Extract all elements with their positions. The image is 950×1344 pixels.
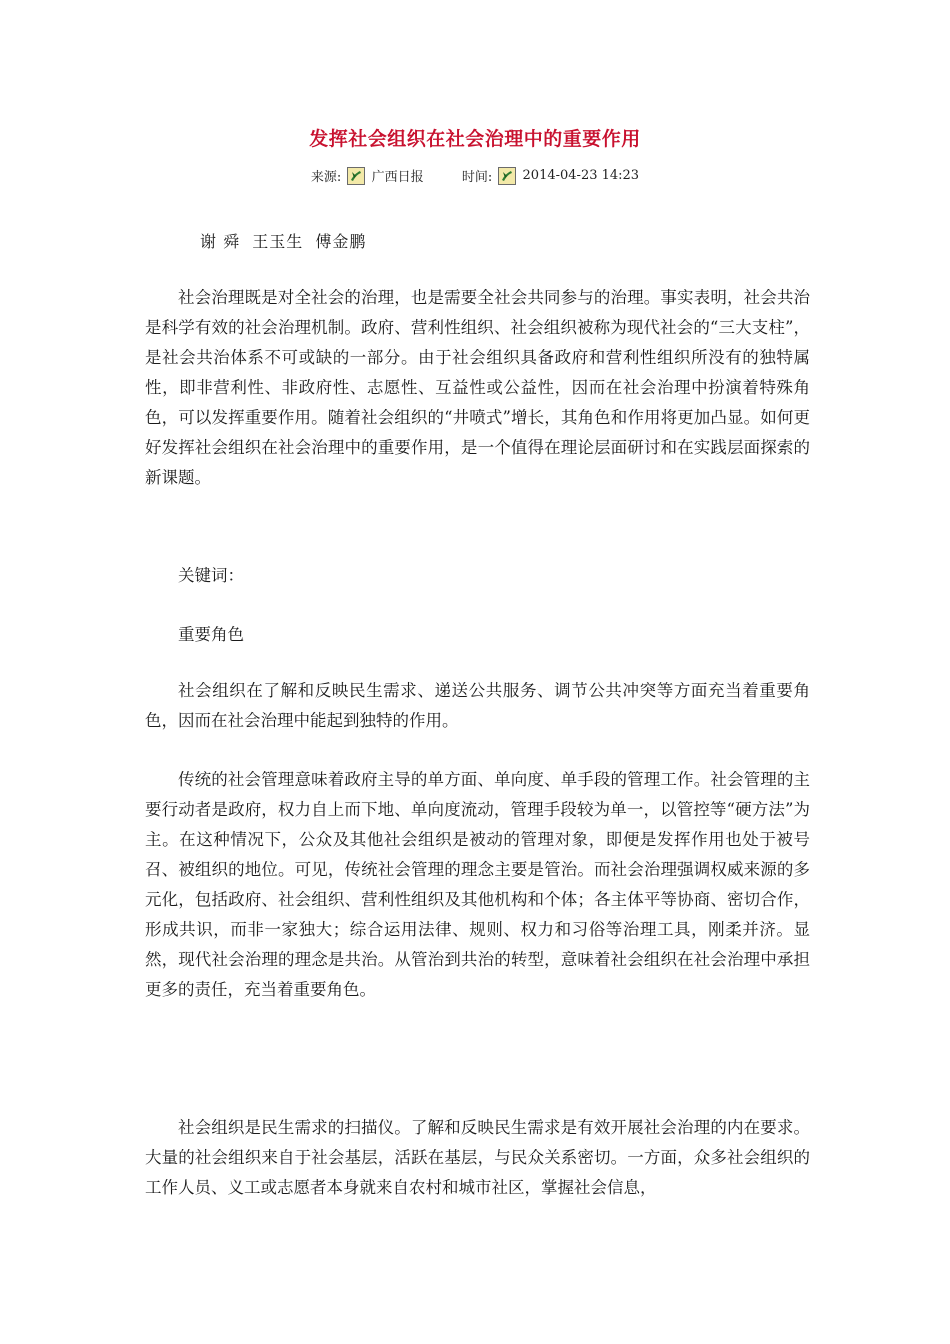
article-authors: 谢 舜 王玉生 傅金鹏 <box>200 232 367 251</box>
source-value: 广西日报 <box>371 170 424 185</box>
article-meta <box>0 166 950 185</box>
time-label: 时间: <box>461 170 493 185</box>
paragraph-role: 社会组织在了解和反映民生需求、递送公共服务、调节公共冲突等方面充当着重要角色，因而在社会治理中能起到独特的作用。 <box>145 681 810 730</box>
document-link-icon[interactable] <box>347 167 365 185</box>
paragraph-scanner: 社会组织是民生需求的扫描仪。了解和反映民生需求是有效开展社会治理的内在要求。大量的社会组织来自于社会基层，活跃在基层，与民众关系密切。一方面，众多社会组织的工作人员、义工或志愿者本身就来自农村和城市社区，掌握社会信息， <box>145 1118 810 1197</box>
time-value: 2014-04-23 14:23 <box>522 168 640 183</box>
keywords-label: 关键词： <box>178 566 244 585</box>
source-label: 来源: <box>310 170 342 185</box>
document-link-icon[interactable] <box>498 167 516 185</box>
paragraph-governance: 传统的社会管理意味着政府主导的单方面、单向度、单手段的管理工作。社会管理的主要行动者是政府，权力自上而下地、单向度流动，管理手段较为单一，以管控等“硬方法”为主。在这种情况下，公众及其他社会组织是被动的管理对象，即便是发挥作用也处于被号召、被组织的地位。可见，传统社会管理的理念主要是管治。而社会治理强调权威来源的多元化，包括政府、社会组织、营利性组织及其他机构和个体；各主体平等协商、密切合作，形成共识，而非一家独大；综合运用法律、规则、权力和习俗等治理工具，刚柔并济。显然，现代社会治理的理念是共治。从管治到共治的转型，意味着社会组织在社会治理中承担更多的责任，充当着重要角色。 <box>145 770 810 999</box>
section-heading: 重要角色 <box>178 625 244 644</box>
article-title: 发挥社会组织在社会治理中的重要作用 <box>309 128 641 150</box>
paragraph-intro: 社会治理既是对全社会的治理，也是需要全社会共同参与的治理。事实表明，社会共治是科学有效的社会治理机制。政府、营利性组织、社会组织被称为现代社会的“三大支柱”，是社会共治体系不可或缺的一部分。由于社会组织具备政府和营利性组织所没有的独特属性，即非营利性、非政府性、志愿性、互益性或公益性，因而在社会治理中扮演着特殊角色，可以发挥重要作用。随着社会组织的“井喷式”增长，其角色和作用将更加凸显。如何更好发挥社会组织在社会治理中的重要作用，是一个值得在理论层面研讨和在实践层面探索的新课题。 <box>145 288 810 487</box>
